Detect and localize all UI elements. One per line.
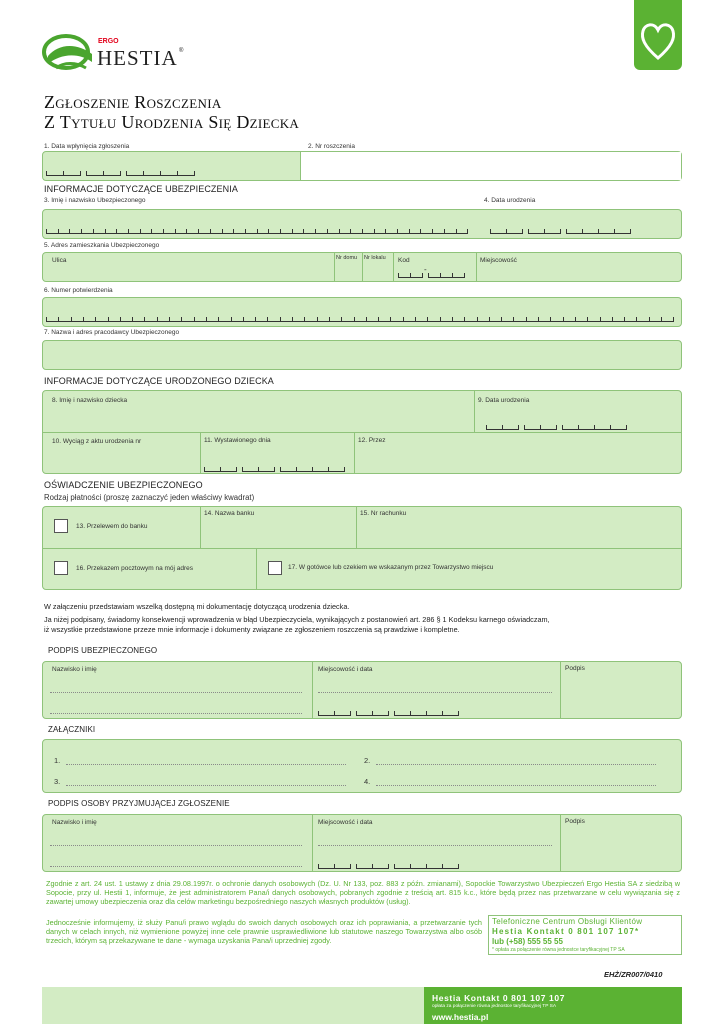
f17-checkbox[interactable]	[268, 561, 282, 575]
f7-box[interactable]	[42, 340, 682, 370]
title-line-2: Z Tytułu Urodzenia Się Dziecka	[44, 112, 300, 132]
f13-checkbox[interactable]	[54, 519, 68, 533]
hestia-logo	[42, 32, 192, 76]
section-insurance-info: INFORMACJE DOTYCZĄCE UBEZPIECZENIA	[44, 184, 238, 194]
section-child-info: INFORMACJE DOTYCZĄCE URODZONEGO DZIECKA	[44, 376, 274, 386]
page-title	[44, 92, 299, 132]
nr-domu-label: Nr domu	[336, 255, 358, 261]
footer-contact: Hestia Kontakt 0 801 107 107	[432, 993, 566, 1003]
footer-bar-left	[42, 987, 424, 1024]
sig1-name-label: Nazwisko i imię	[52, 666, 97, 673]
kod-dash: -	[424, 265, 427, 274]
f16-checkbox[interactable]	[54, 561, 68, 575]
attach-1-label: 1.	[54, 756, 61, 765]
miejscowosc-label: Miejscowość	[480, 257, 517, 264]
f5-label: 5. Adres zamieszkania Ubezpieczonego	[44, 242, 160, 249]
section-attachments: ZAŁĄCZNIKI	[48, 725, 96, 734]
brand-reg: ®	[179, 48, 184, 54]
ergo-label: ERGO	[98, 38, 119, 45]
brand-name: HESTIA	[97, 46, 178, 70]
f12-label: 12. Przez	[358, 437, 386, 444]
f17-label: 17. W gotówce lub czekiem we wskazanym przez Towarzystwo miejscu	[288, 564, 494, 571]
heart-tab	[634, 0, 682, 70]
heart-icon	[634, 0, 682, 70]
sig1-sign-label: Podpis	[565, 665, 585, 672]
f3-name-comb[interactable]	[46, 226, 468, 234]
f11-date-comb[interactable]	[204, 464, 348, 472]
f7-label: 7. Nazwa i adres pracodawcy Ubezpieczonego	[44, 329, 180, 336]
f13-label: 13. Przelewem do banku	[76, 523, 148, 530]
title-line-1: Zgłoszenie Roszczenia	[44, 92, 222, 112]
footer-note: opłata za połączenie równa jednostce taryfikacyjnej TP SA	[432, 1004, 557, 1009]
f2-label: 2. Nr roszczenia	[308, 143, 355, 150]
f6-label: 6. Numer potwierdzenia	[44, 287, 113, 294]
sig2-sign-label: Podpis	[565, 818, 585, 825]
declaration-line-2: iż wszystkie przedstawione przeze mnie informacje i dokumenty związane ze zgłoszeniem roszczenia są prawdziwe i kompletne.	[44, 625, 460, 634]
payment-type-label: Rodzaj płatności (proszę zaznaczyć jeden właściwy kwadrat)	[44, 493, 255, 502]
f4-label: 4. Data urodzenia	[484, 197, 536, 204]
f9-label: 9. Data urodzenia	[478, 397, 530, 404]
contact-line-1: Hestia Kontakt 0 801 107 107*	[492, 927, 640, 936]
section-signature-receiver: PODPIS OSOBY PRZYJMUJĄCEJ ZGŁOSZENIE	[48, 799, 230, 808]
contact-note: * opłata za połączenie równa jednostce taryfikacyjnej TP SA	[492, 947, 625, 953]
sig1-place-label: Miejscowość i data	[318, 666, 373, 673]
section-declaration: OŚWIADCZENIE UBEZPIECZONEGO	[44, 480, 203, 490]
sig2-place-label: Miejscowość i data	[318, 819, 373, 826]
f15-label: 15. Nr rachunku	[360, 510, 407, 517]
kod-comb[interactable]	[398, 270, 474, 278]
document-code: EHŻ/ZR007/0410	[604, 970, 663, 979]
declaration-line-1: Ja niżej podpisany, świadomy konsekwencji wprowadzenia w błąd Ubezpieczyciela, wynikających z postanowień art. 286 § 1 Kodeksu karnego oświadczam,	[44, 615, 550, 624]
contact-box	[488, 915, 682, 955]
f10-label: 10. Wyciąg z aktu urodzenia nr	[52, 438, 142, 445]
sig2-date-comb[interactable]	[318, 861, 468, 869]
footer-bar-right	[424, 987, 682, 1024]
footer-www[interactable]: www.hestia.pl	[432, 1012, 489, 1022]
sig2-name-label: Nazwisko i imię	[52, 819, 97, 826]
contact-title: Telefoniczne Centrum Obsługi Klientów	[492, 917, 643, 926]
f16-label: 16. Przekazem pocztowym na mój adres	[76, 565, 194, 572]
attach-2-label: 2.	[364, 756, 371, 765]
attach-statement: W załączeniu przedstawiam wszelką dostępną mi dokumentację dotyczącą urodzenia dziecka.	[44, 602, 350, 611]
contact-line-2: lub (+58) 555 55 55	[492, 937, 563, 946]
kod-label: Kod	[398, 257, 410, 264]
f8-label: 8. Imię i nazwisko dziecka	[52, 397, 128, 404]
attach-3-label: 3.	[54, 777, 61, 786]
f6-box[interactable]	[42, 297, 682, 327]
f4-date-comb[interactable]	[490, 226, 640, 234]
f11-label: 11. Wystawionego dnia	[204, 437, 271, 444]
sig1-date-comb[interactable]	[318, 708, 468, 716]
f1-date-comb[interactable]	[46, 168, 206, 176]
ulica-label: Ulica	[52, 257, 67, 264]
f6-number-comb[interactable]	[46, 314, 674, 322]
f3-f4-box[interactable]	[42, 209, 682, 239]
f9-date-comb[interactable]	[486, 422, 630, 430]
f1-label: 1. Data wpłynięcia zgłoszenia	[44, 143, 130, 150]
attach-4-label: 4.	[364, 777, 371, 786]
f3-label: 3. Imię i nazwisko Ubezpieczonego	[44, 197, 146, 204]
gdpr-paragraph-1: Zgodnie z art. 24 ust. 1 ustawy z dnia 29.08.1997r. o ochronie danych osobowych (Dz. U. Nr 133, poz. 883 z późn. zmianami), Sopockie Towarzystwo Ubezpieczeń Ergo Hestia SA z siedzibą w Sopocie, przy ul. Hestii 1, informuje, że jest administratorem Pana/i danych osobowych, pobranych zgodnie z treścią art. 815 k.c., które będą przez nas przetwarzane w celu wywiązania się z zawartej umowy ubezpieczenia oraz dla celów marketingu bezpośredniego naszych własnych produktów (usług).	[46, 879, 680, 906]
f14-label: 14. Nazwa banku	[204, 510, 255, 517]
f2-input[interactable]	[300, 152, 681, 180]
gdpr-paragraph-2: Jednocześnie informujemy, iż służy Panu/i prawo wglądu do swoich danych osobowych oraz ich poprawiania, a przetwarzanie tych danych w celach innych, niż wymienione powyżej inne cele prawnie usprawiedliwione lub statutowe naszego Towarzystwa albo osób trzecich, którym są przekazywane te dane - wymaga uzyskania Pana/i uprzedniej zgody.	[46, 918, 482, 945]
nr-lokalu-label: Nr lokalu	[364, 255, 386, 261]
section-signature-insured: PODPIS UBEZPIECZONEGO	[48, 646, 158, 655]
